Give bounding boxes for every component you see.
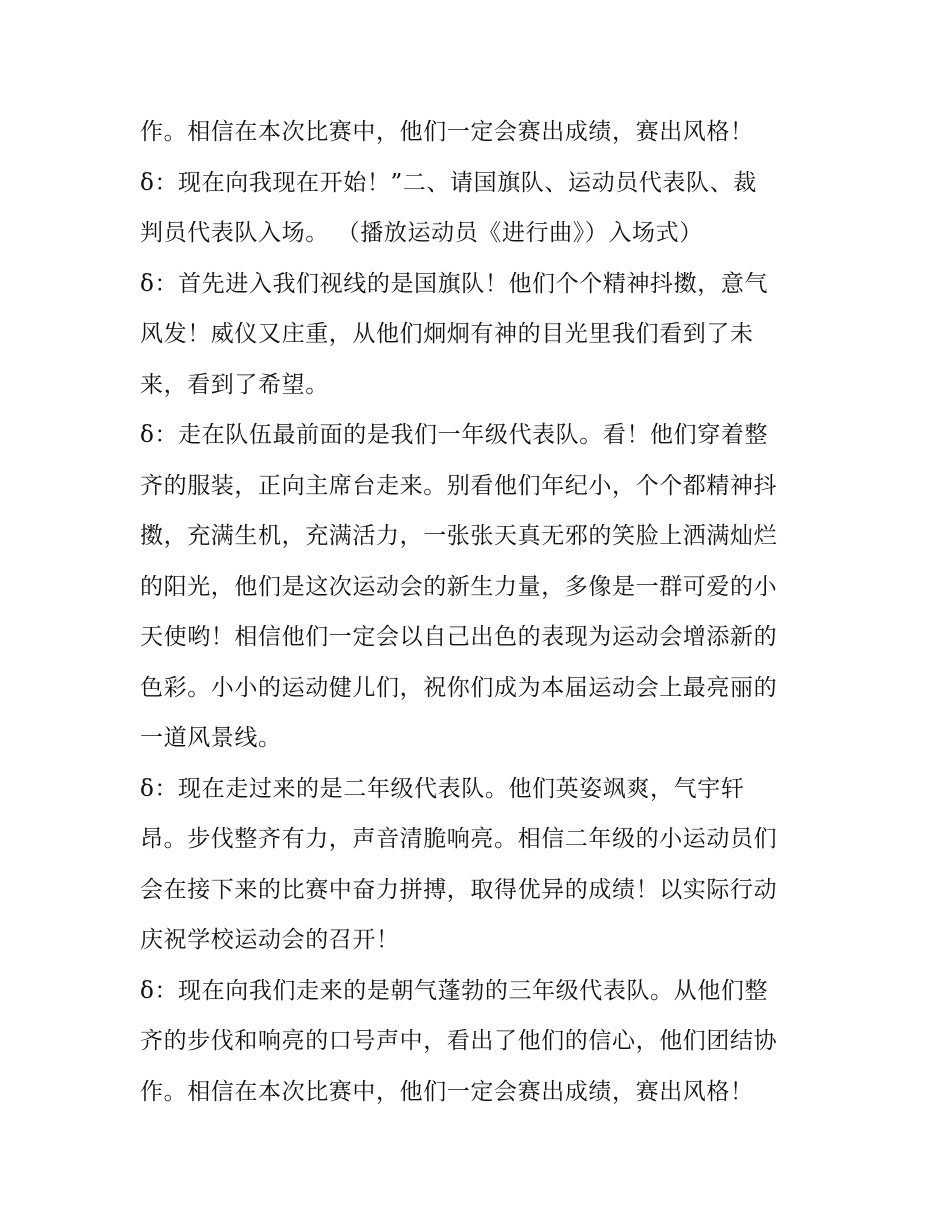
- text-line: 天使哟！相信他们一定会以自己出色的表现为运动会增添新的: [140, 624, 778, 650]
- text-line: 一道风景线。: [140, 725, 282, 751]
- text-line: 昂。步伐整齐有力，声音清脆响亮。相信二年级的小运动员们: [140, 826, 778, 852]
- text-line: 风发！威仪又庄重，从他们炯炯有神的目光里我们看到了未: [140, 321, 754, 347]
- text-line: 的阳光，他们是这次运动会的新生力量，多像是一群可爱的小: [140, 573, 778, 600]
- text-line: 会在接下来的比赛中奋力拼搏，取得优异的成绩！以实际行动: [140, 876, 778, 903]
- text-line: 色彩。小小的运动健儿们，祝你们成为本届运动会上最亮丽的: [140, 674, 778, 701]
- text-line: 擞，充满生机，充满活力，一张张天真无邪的笑脸上洒满灿烂: [140, 523, 778, 549]
- text-line: δ：走在队伍最前面的是我们一年级代表队。看！他们穿着整: [140, 422, 769, 448]
- text-line: 判员代表队入场。 （播放运动员《进行曲》）入场式）: [140, 220, 703, 246]
- text-line: δ：现在向我们走来的是朝气蓬勃的三年级代表队。从他们整: [140, 977, 769, 1004]
- text-line: 齐的服装，正向主席台走来。别看他们年纪小，个个都精神抖: [140, 472, 778, 499]
- text-line: δ：现在向我现在开始！”二、请国旗队、运动员代表队、裁: [140, 169, 757, 196]
- text-line: 齐的步伐和响亮的口号声中，看出了他们的信心，他们团结协: [140, 1028, 778, 1054]
- text-line: 来，看到了希望。: [140, 371, 329, 398]
- text-line: 作。相信在本次比赛中，他们一定会赛出成绩，赛出风格！: [140, 119, 754, 145]
- text-line: δ：首先进入我们视线的是国旗队！他们个个精神抖擞，意气: [140, 270, 769, 297]
- text-line: 作。相信在本次比赛中，他们一定会赛出成绩，赛出风格！: [140, 1078, 754, 1105]
- document-body: [140, 107, 820, 1117]
- text-line: 庆祝学校运动会的召开！: [140, 927, 400, 953]
- text-line: δ：现在走过来的是二年级代表队。他们英姿飒爽，气宇轩: [140, 775, 745, 802]
